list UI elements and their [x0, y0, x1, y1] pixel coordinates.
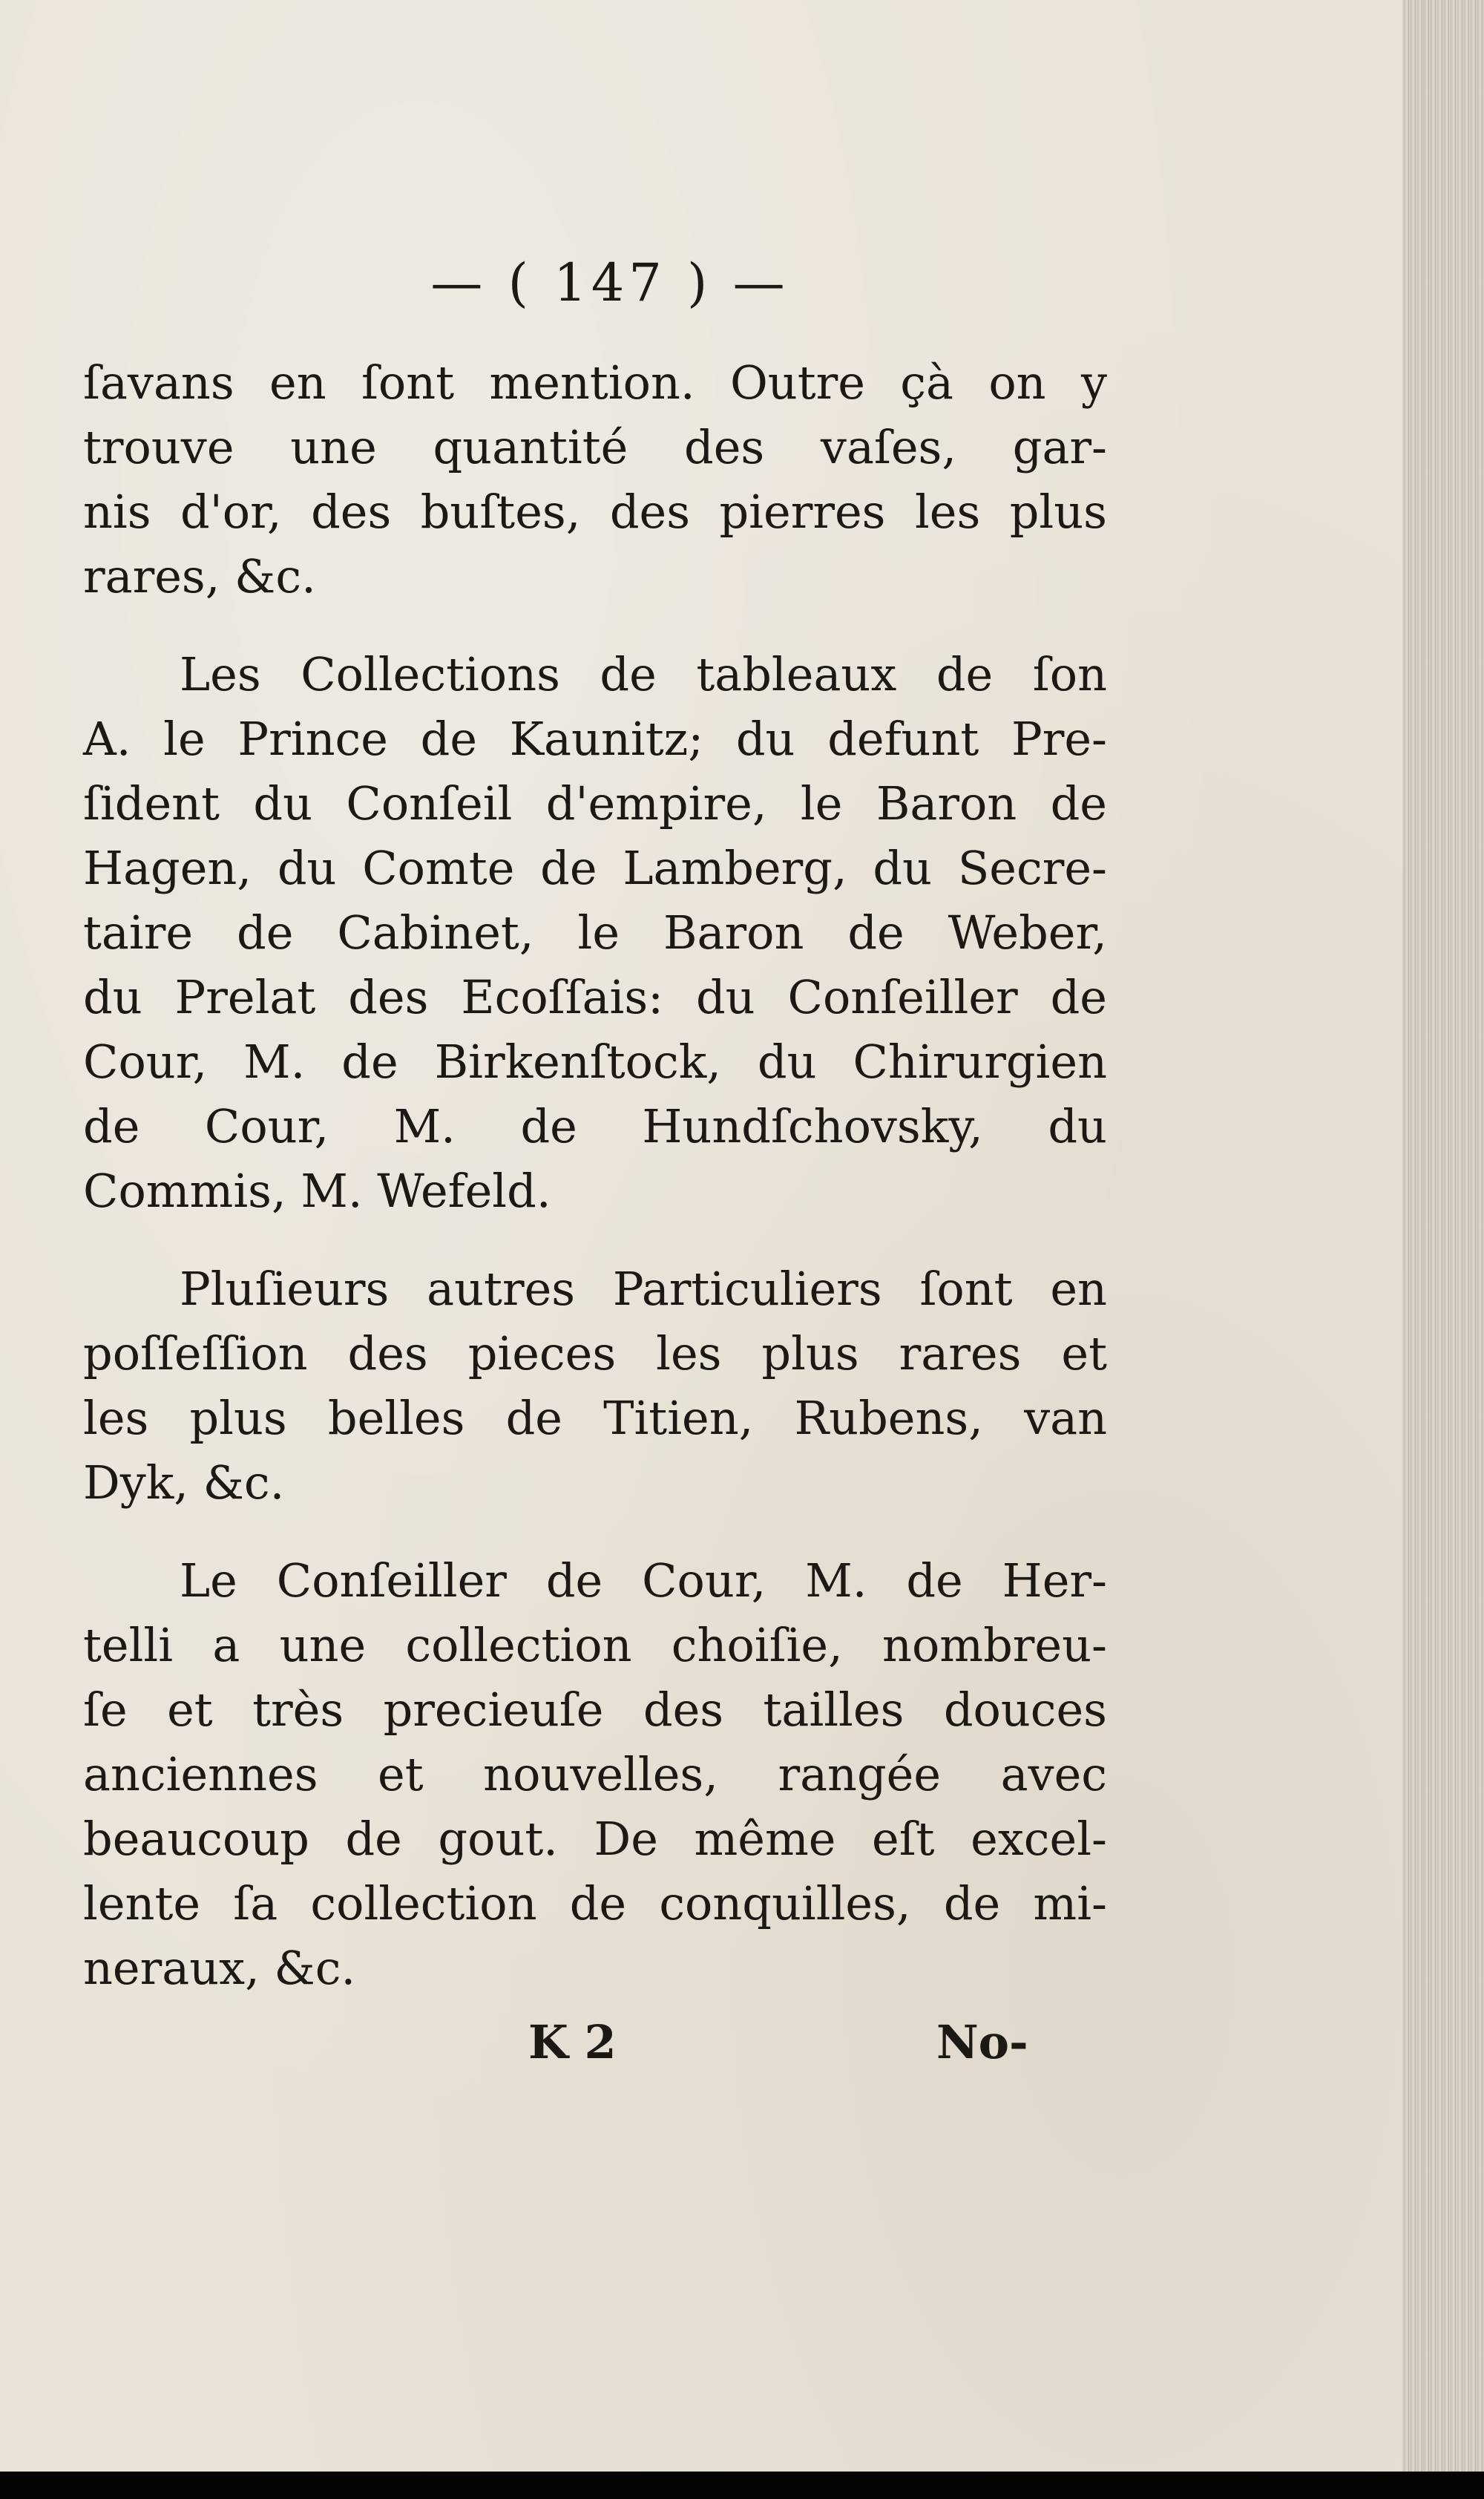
- signature-mark: K 2: [528, 2015, 617, 2069]
- text-line: telli a une collection choiſie, nombreu-: [83, 1618, 1107, 1672]
- text-line: Dyk, &c.: [83, 1455, 285, 1510]
- paragraph-gap: [83, 1515, 1107, 1548]
- page-footer: [83, 2015, 1107, 2082]
- text-line: A. le Prince de Kaunitz; du defunt Pre-: [83, 712, 1107, 766]
- text-line: trouve une quantité des vaſes, gar-: [83, 420, 1107, 474]
- paragraph-4: [83, 1548, 1107, 2000]
- text-line: taire de Cabinet, le Baron de Weber,: [83, 905, 1107, 960]
- text-line: beaucoup de gout. De même eſt excel-: [83, 1812, 1107, 1866]
- text-line: les plus belles de Titien, Rubens, van: [83, 1391, 1107, 1445]
- text-line: Hagen, du Comte de Lamberg, du Secre-: [83, 841, 1107, 895]
- text-line: nis d'or, des buſtes, des pierres les plus: [83, 485, 1107, 539]
- text-line: anciennes et nouvelles, rangée avec: [83, 1747, 1107, 1801]
- paragraph-gap: [83, 609, 1107, 642]
- text-line: ſavans en ſont mention. Outre çà on y: [83, 356, 1107, 410]
- text-line: Pluſieurs autres Particuliers ſont en: [180, 1262, 1107, 1316]
- scan-bottom-edge: [0, 2472, 1484, 2499]
- paragraph-2: [83, 642, 1107, 1223]
- text-block: [83, 208, 1107, 2082]
- text-line: rares, &c.: [83, 549, 316, 603]
- page-edges: [1402, 0, 1484, 2472]
- text-line: Commis, M. Wefeld.: [83, 1164, 551, 1218]
- text-line: poſſeſſion des pieces les plus rares et: [83, 1326, 1107, 1380]
- text-line: neraux, &c.: [83, 1941, 356, 1995]
- text-line: Le Conſeiller de Cour, M. de Her-: [180, 1553, 1107, 1608]
- text-line: ſe et très precieuſe des tailles douces: [83, 1683, 1107, 1737]
- text-line: du Prelat des Ecoſſais: du Conſeiller de: [83, 970, 1107, 1024]
- text-line: de Cour, M. de Hundſchovsky, du: [83, 1099, 1107, 1153]
- text-line: lente ſa collection de conquilles, de mi-: [83, 1876, 1107, 1930]
- paragraph-1: [83, 350, 1107, 609]
- paragraph-3: [83, 1257, 1107, 1515]
- catchword: No-: [936, 2015, 1028, 2069]
- text-line: Cour, M. de Birkenſtock, du Chirurgien: [83, 1035, 1107, 1089]
- text-line: Les Collections de tableaux de ſon: [180, 647, 1107, 701]
- text-line: ſident du Conſeil d'empire, le Baron de: [83, 776, 1107, 831]
- paragraph-gap: [83, 1223, 1107, 1257]
- page-number-header: — ( 147 ) —: [430, 252, 789, 313]
